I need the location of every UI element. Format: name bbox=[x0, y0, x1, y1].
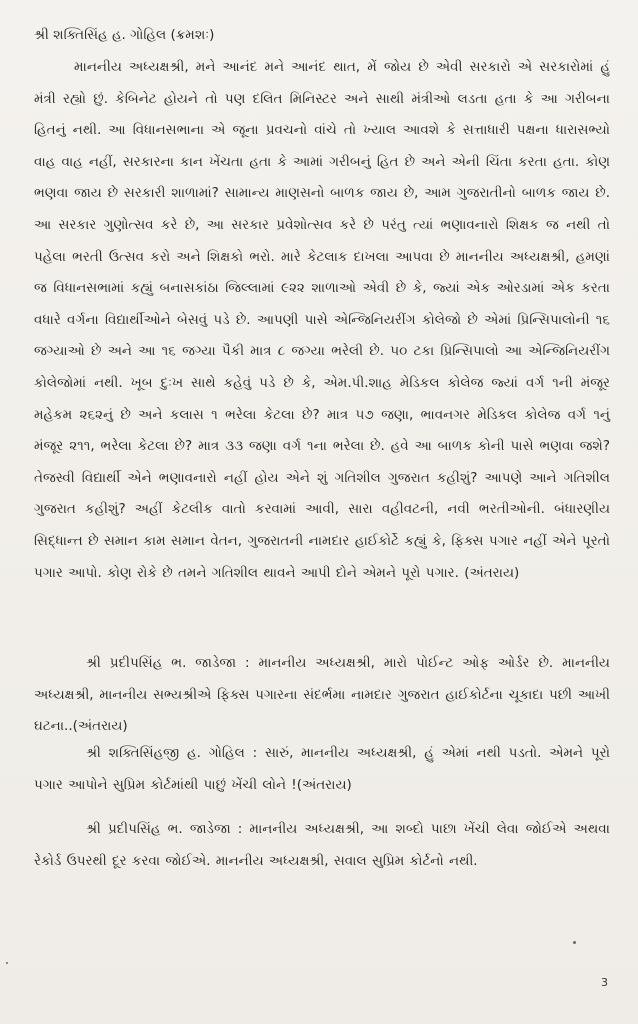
speech-paragraph: માનનીય અધ્યક્ષશ્રી, મને આનંદ મને આનંદ થાત, મેં જોય છે એવી સરકારો એ સરકારોમાં હું મંત્રી રહ્યો છું. કેબિનેટ હોયને તો પણ દલિત મિનિસ્ટર અને સાથી મંત્રીઓ લડતા હતા કે આ ગરીબના હિતનું નથી. આ વિધાનસભાના એ જૂના પ્રવચનો વાંચે તો ખ્યાલ આવશે કે સત્તાધારી પક્ષના ધારાસભ્યો વાહ વાહ નહીં, સરકારના કાન ખેંચતા હતા કે આમાં ગરીબનું હિત છે અને એની ચિંતા કરતા હતા. કોણ ભણવા જાય છે સરકારી શાળામાં? સામાન્ય માણસનો બાળક જાય છે, આમ ગુજરાતીનો બાળક જાય છે. આ સરકાર ગુણોત્સવ કરે છે, આ સરકાર પ્રવેશોત્સવ કરે છે પરંતુ ત્યાં ભણાવનારો શિક્ષક જ નથી તો પહેલા ભરતી ઉત્સવ કરો અને શિક્ષકો ભરો. મારે કેટલાક દાખલા આપવા છે માનનીય અધ્યક્ષશ્રી, હમણાં જ વિધાનસભામાં કહ્યું બનાસકાંઠા જિલ્લામાં ૯૨૨ શાળાઓ એવી છે કે, જ્યાં એક ઓરડામાં એક કરતા વધારે વર્ગના વિદ્યાર્થીઓને બેસવું પડે છે. આપણી પાસે એન્જિનિયરીંગ કોલેજો છે એમાં પ્રિન્સિપાલોની ૧૬ જગ્યાઓ છે અને આ ૧૬ જગ્યા પૈકી માત્ર ૮ જગ્યા ભરેલી છે. ૫૦ ટકા પ્રિન્સિપાલો આ એન્જિનિયરીંગ કોલેજોમાં નથી. ખૂબ દુઃખ સાથે કહેવું પડે છે કે, એમ.પી.શાહ મેડિકલ કોલેજ જ્યાં વર્ગ ૧ની મંજૂર મહેકમ ૨૬૨નું છે અને કલાસ ૧ ભરેલા કેટલા છે? માત્ર ૫૭ જણા, ભાવનગર મેડિકલ કોલેજ વર્ગ ૧નું મંજૂર ૨૧૧, ભરેલા કેટલા છે? માત્ર ૩૩ જણા વર્ગ ૧ના ભરેલા છે. હવે આ બાળક કોની પાસે ભણવા જશે? તેજસ્વી વિદ્યાર્થી એને ભણાવનારો નહીં હોય એને શું ગતિશીલ ગુજરાત કહીશું? આપણે આને ગતિશીલ ગુજરાત કહીશું? અહીં કેટલીક વાતો કરવામાં આવી, સારા વહીવટની, નવી ભરતીઓની. બંધારણીય સિદ્ધાન્ત છે સમાન કામ સમાન વેતન, ગુજરાતની નામદાર હાઈકોર્ટે કહ્યું કે, ફિક્સ પગાર નહીં એને પૂરતો પગાર આપો. કોણ રોકે છે તમને ગતિશીલ થાવને આપી દોને એમને પૂરો પગાર. (અંતરાય) bbox=[34, 59, 610, 581]
scan-speck bbox=[573, 941, 576, 944]
scan-speck bbox=[6, 962, 8, 964]
speaker-heading: શ્રી શક્તિસિંહ હ. ગોહિલ (ક્રમશઃ) bbox=[34, 27, 215, 43]
page-number: 3 bbox=[601, 976, 608, 989]
speech-paragraph: શ્રી શક્તિસિંહજી હ. ગોહિલ : સારું, માનનીય અધ્યક્ષશ્રી, હું એમાં નથી પડતો. એમને પૂરો પગાર આપોને સુપ્રિમ કોર્ટમાંથી પાછું ખેંચી લોને !(અંતરાય) bbox=[34, 745, 610, 793]
speech-paragraph: શ્રી પ્રદીપસિંહ ભ. જાડેજા : માનનીય અધ્યક્ષશ્રી, મારો પોઈન્ટ ઓફ ઓર્ડર છે. માનનીય અધ્યક્ષશ્રી, માનનીય સભ્યશ્રીએ ફિક્સ પગારના સંદર્ભમા નામદાર ગુજરાત હાઈકોર્ટના ચૂકાદા પછી આખી ઘટના..(અંતરાય) bbox=[34, 655, 610, 735]
speech-paragraph: શ્રી પ્રદીપસિંહ ભ. જાડેજા : માનનીય અધ્યક્ષશ્રી, આ શબ્દો પાછા ખેંચી લેવા જોઈએ અથવા રેકોર્ડ ઉપરથી દૂર કરવા જોઈએ. માનનીય અધ્યક્ષશ્રી, સવાલ સુપ્રિમ કોર્ટનો નથી. bbox=[34, 821, 610, 869]
